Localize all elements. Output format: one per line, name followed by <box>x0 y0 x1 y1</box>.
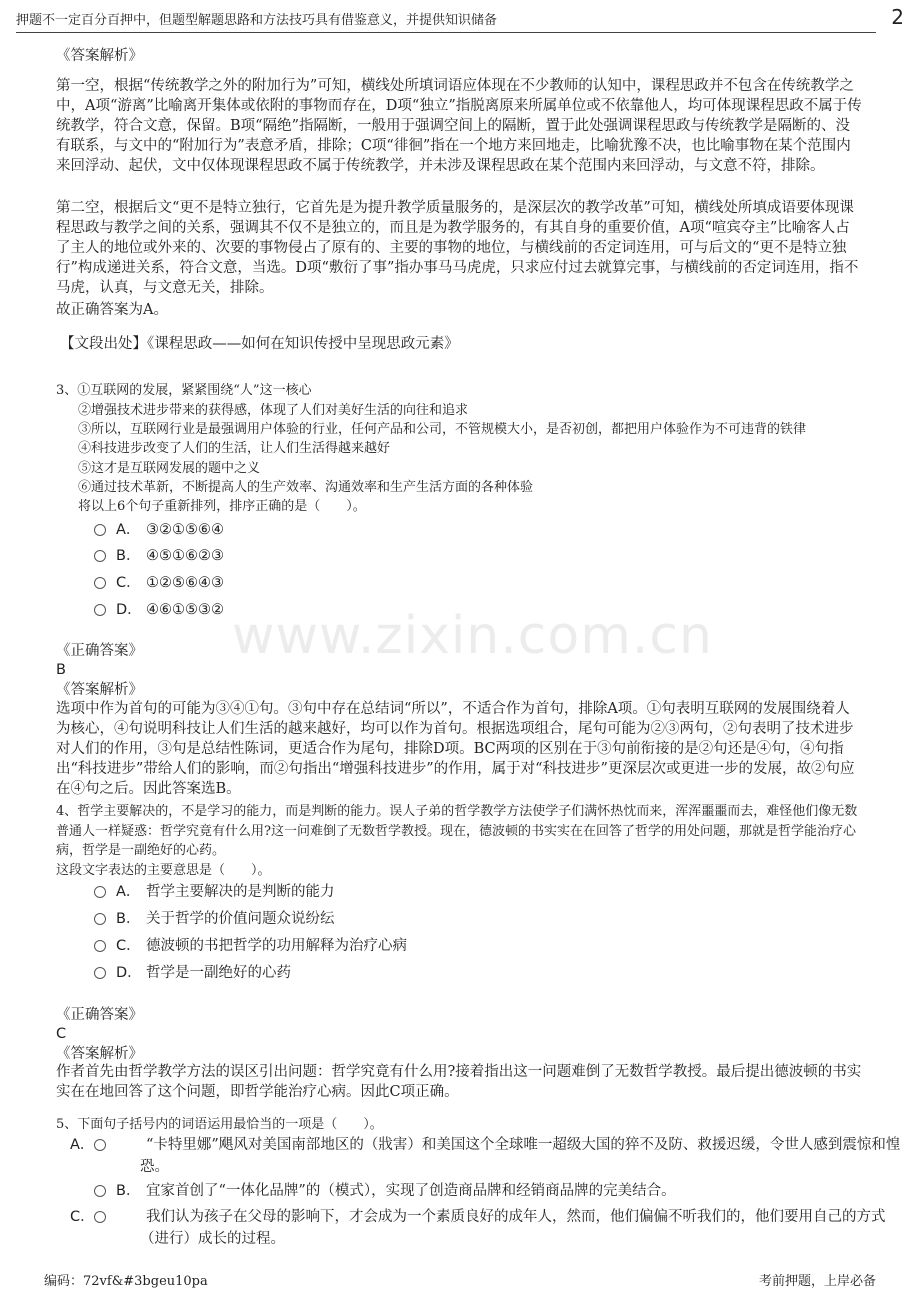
radio-icon[interactable] <box>94 940 106 952</box>
q5-option-a[interactable]: A． “卡特里娜”飓风对美国南部地区的（戕害）和美国这个全球唯一超级大国的猝不及防、救援迟缓，令世人感到震惊和惶恐。 <box>70 1137 901 1175</box>
radio-icon[interactable] <box>94 524 106 536</box>
radio-icon[interactable] <box>94 913 106 925</box>
footer-code: 编码：72vf&#3bgeu10pa <box>44 1274 208 1289</box>
radio-icon[interactable] <box>94 1211 106 1223</box>
q3-sentence-3: ③所以，互联网行业是最强调用户体验的行业，任何产品和公司，不管规模大小，是否初创，都把用户体验作为不可违背的铁律 <box>78 422 807 437</box>
radio-icon[interactable] <box>94 577 106 589</box>
q3-sentence-6: ⑥通过技术革新，不断提高人的生产效率、沟通效率和生产生活方面的各种体验 <box>78 480 534 495</box>
q3-question: 将以上6个句子重新排列，排序正确的是（ ）。 <box>78 499 366 514</box>
q4-option-c[interactable]: C． 德波顿的书把哲学的功用解释为治疗心病 <box>94 935 407 957</box>
page-header <box>16 5 904 33</box>
q3-option-a[interactable]: A． ③②①⑤⑥④ <box>94 519 224 541</box>
q4-stem: 4、哲学主要解决的，不是学习的能力，而是判断的能力。误人子弟的哲学教学方法使学子们满怀热忱而来，浑浑噩噩而去，难怪他们像无数普通人一样疑惑：哲学究竟有什么用?这一问难倒了无数哲学教授。现在，德波顿的书实实在在回答了哲学的用处问题，那就是哲学能治疗心病，哲学是一副绝好的心药。 <box>56 804 858 858</box>
q3-option-b[interactable]: B． ④⑤①⑥②③ <box>94 545 224 567</box>
q4-question: 这段文字表达的主要意思是（ ）。 <box>56 863 271 878</box>
q3-option-d[interactable]: D． ④⑥①⑤③② <box>94 599 224 621</box>
q4-answer: C <box>56 1026 67 1042</box>
q3-analysis: 选项中作为首句的可能为③④①句。③句中存在总结词“所以”，不适合作为首句，排除A项。①句表明互联网的发展围绕着人为核心，④句说明科技让人们生活的越来越好，均可以作为首句。根据选项组合，尾句可能为②③两句，②句表明了技术进步对人们的作用，③句是总结性陈词，更适合作为尾句，排除D项。BC两项的区别在于③句前衔接的是②句还是④句，④句指出“科技进步”带给人们的影响，而②句指出“增强科技进步”的作用，属于对“科技进步”更深层次或更进一步的发展，故②句应在④句之后。因此答案选B。 <box>56 701 855 797</box>
q2-conclusion: 故正确答案为A。 <box>56 302 168 318</box>
q3-stem: 3、①互联网的发展，紧紧围绕“人”这一核心 <box>56 383 312 398</box>
radio-icon[interactable] <box>94 967 106 979</box>
q2-analysis-p2: 第二空，根据后文“更不是特立独行，它首先是为提升教学质量服务的，是深层次的教学改革”可知，横线处所填成语要体现课程思政与教学之间的关系，强调其不仅不是独立的，而且是为教学服务的，有其自身的重要价值，A项“喧宾夺主”比喻客人占了主人的地位或外来的、次要的事物侵占了原有的、主要的事物的地位，与横线前的否定词连用，可与后文的“更不是特立独行”构成递进关系，符合文意，当选。D项“敷衍了事”指办事马马虎虎，只求应付过去就算完事，与横线前的否定词连用，指不马虎，认真，与文意无关，排除。 <box>56 200 859 296</box>
q5-stem: 5、下面句子括号内的词语运用最恰当的一项是（ ）。 <box>56 1117 383 1132</box>
q3-option-c[interactable]: C． ①②⑤⑥④③ <box>94 572 224 594</box>
correct-answer-label: 《正确答案》 <box>56 643 143 659</box>
radio-icon[interactable] <box>94 604 106 616</box>
q4-option-a[interactable]: A． 哲学主要解决的是判断的能力 <box>94 881 335 903</box>
radio-icon[interactable] <box>94 1139 106 1151</box>
analysis-label: 《答案解析》 <box>56 682 143 698</box>
q3-answer: B <box>56 662 66 678</box>
q3-sentence-2: ②增强技术进步带来的获得感，体现了人们对美好生活的向往和追求 <box>78 403 469 418</box>
q3-sentence-5: ⑤这才是互联网发展的题中之义 <box>78 461 261 476</box>
watermark: www.zixin.com.cn <box>232 606 713 666</box>
q3-sentence-4: ④科技进步改变了人们的生活，让人们生活得越来越好 <box>78 441 391 456</box>
radio-icon[interactable] <box>94 886 106 898</box>
q5-option-b[interactable]: B． 宜家首创了“一体化品牌”的（模式），实现了创造商品牌和经销商品牌的完美结合。 <box>94 1180 864 1202</box>
q4-option-d[interactable]: D． 哲学是一副绝好的心药 <box>94 962 291 984</box>
q2-analysis-p1: 第一空，根据“传统教学之外的附加行为”可知，横线处所填词语应体现在不少教师的认知中，课程思政并不包含在传统教学之中，A项“游离”比喻离开集体或依附的事物而存在，D项“独立”指脱离原来所属单位或不依靠他人，均可体现课程思政不属于传统教学，符合文意，保留。B项“隔绝”指隔断，一般用于强调空间上的隔断，置于此处强调课程思政与传统教学是隔断的、没有联系，与文中的“附加行为”表意矛盾，排除；C项“徘徊”指在一个地方来回地走，比喻犹豫不决，也比喻事物在某个范围内来回浮动、起伏，文中仅体现课程思政不属于传统教学，并未涉及课程思政在某个范围内来回浮动，与文意不符，排除。 <box>56 78 862 174</box>
footer-slogan: 考前押题，上岸必备 <box>758 1274 876 1289</box>
radio-icon[interactable] <box>94 1185 106 1197</box>
q4-analysis: 作者首先由哲学教学方法的误区引出问题：哲学究竟有什么用?接着指出这一问题难倒了无数哲学教授。最后提出德波顿的书实实在在地回答了这个问题，即哲学能治疗心病。因此C项正确。 <box>56 1064 862 1100</box>
q5-option-c[interactable]: C． 我们认为孩子在父母的影响下，才会成为一个素质良好的成年人，然而，他们偏偏不听我们的，他们要用自己的方式（进行）成长的过程。 <box>70 1209 886 1247</box>
radio-icon[interactable] <box>94 550 106 562</box>
q2-source: 【文段出处】《课程思政——如何在知识传授中呈现思政元素》 <box>60 336 459 352</box>
q4-option-b[interactable]: B． 关于哲学的价值问题众说纷纭 <box>94 908 335 930</box>
header-text: 押题不一定百分百押中，但题型解题思路和方法技巧具有借鉴意义，并提供知识储备 <box>16 13 498 28</box>
page-number: 2 <box>891 5 904 29</box>
correct-answer-label: 《正确答案》 <box>56 1007 143 1023</box>
analysis-label: 《答案解析》 <box>56 48 143 64</box>
analysis-label: 《答案解析》 <box>56 1046 143 1062</box>
